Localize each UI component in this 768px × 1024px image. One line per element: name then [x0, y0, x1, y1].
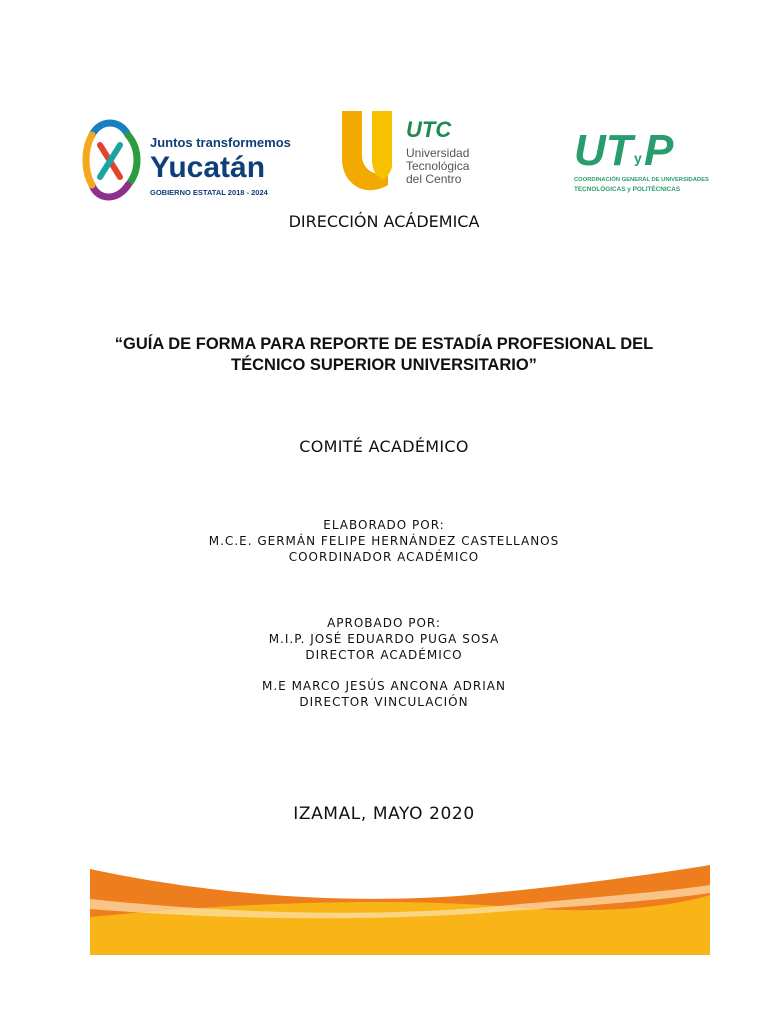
- utc-line2: Tecnológica: [406, 159, 470, 173]
- second-approver-block: [0, 678, 768, 710]
- place-date: IZAMAL, MAYO 2020: [293, 804, 475, 824]
- yucatan-line3: GOBIERNO ESTATAL 2018 - 2024: [150, 188, 268, 197]
- elaborated-name: M.C.E. GERMÁN FELIPE HERNÁNDEZ CASTELLANOS: [208, 534, 560, 548]
- utc-line1: Universidad: [406, 146, 470, 160]
- utp-logo: [572, 119, 709, 199]
- title-line-2: TÉCNICO SUPERIOR UNIVERSITARIO”: [231, 356, 537, 374]
- second-approver-role: DIRECTOR VINCULACIÓN: [299, 695, 469, 709]
- elaborated-by-block: [0, 517, 768, 565]
- yucatan-line2: Yucatán: [150, 151, 266, 184]
- second-approver-name: M.E MARCO JESÚS ANCONA ADRIAN: [262, 679, 506, 693]
- utp-mark-y: y: [634, 150, 642, 166]
- title-line-1: “GUÍA DE FORMA PARA REPORTE DE ESTADÍA PROFESIONAL DEL: [114, 335, 654, 353]
- elaborated-role: COORDINADOR ACADÉMICO: [288, 550, 480, 564]
- footer-wave-banner: [90, 855, 710, 955]
- utp-mark-left: UT: [574, 126, 633, 175]
- utp-line1: COORDINACIÓN GENERAL DE UNIVERSIDADES: [574, 177, 709, 183]
- utc-u-icon: [342, 111, 392, 190]
- utc-line3: del Centro: [406, 172, 462, 186]
- yucatan-knot-icon: [86, 123, 137, 197]
- committee-label: COMITÉ ACADÉMICO: [299, 437, 469, 456]
- yucatan-logo: [86, 115, 291, 205]
- department-heading: DIRECCIÓN ACÁDEMICA: [288, 212, 480, 231]
- document-title: [0, 334, 768, 376]
- logo-strip: [0, 105, 768, 210]
- elaborated-label: ELABORADO POR:: [323, 518, 445, 532]
- approved-name: M.I.P. JOSÉ EDUARDO PUGA SOSA: [268, 632, 500, 646]
- approved-label: APROBADO POR:: [327, 616, 441, 630]
- yucatan-line1: Juntos transformemos: [150, 135, 291, 150]
- utp-mark-right: P: [644, 126, 674, 175]
- utc-mark: UTC: [406, 117, 452, 142]
- utc-logo: [338, 107, 488, 197]
- approved-role: DIRECTOR ACADÉMICO: [305, 648, 463, 662]
- utp-line2: TECNOLÓGICAS y POLITÉCNICAS: [574, 186, 681, 193]
- approved-by-block: [0, 615, 768, 663]
